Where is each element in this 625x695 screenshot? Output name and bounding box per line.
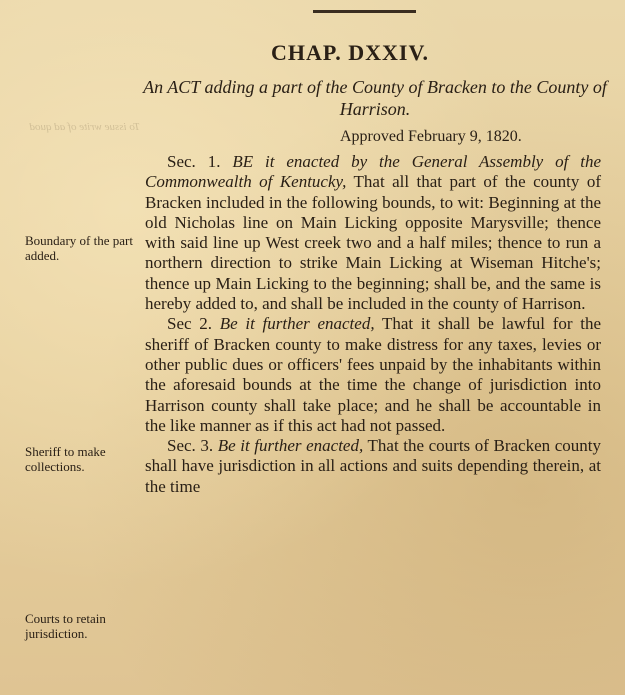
chapter-heading: CHAP. DXXIV. bbox=[270, 40, 430, 65]
act-body bbox=[145, 152, 601, 497]
section-1 bbox=[145, 152, 601, 314]
bleed-through-text: To issue write of ad quod bbox=[29, 121, 140, 133]
margin-note-boundary: Boundary of the part added. bbox=[25, 233, 133, 263]
section-3-text: That the courts of Bracken county shall have jurisdiction in all actions and suits depending therein, at the time bbox=[145, 436, 601, 496]
section-2 bbox=[145, 314, 601, 436]
section-2-enacting-clause: Be it further enacted, bbox=[219, 314, 375, 334]
section-1-label: Sec. 1. bbox=[167, 152, 221, 171]
approval-date: Approved February 9, 1820. bbox=[340, 128, 522, 145]
act-title: An ACT adding a part of the County of Bracken to the County of Harrison. bbox=[143, 77, 607, 119]
section-1-text: That all that part of the county of Bracken included in the following bounds, to wit: Beginning at the old Nicholas line on Main Licking opposite Marysville; thence with said line up West creek two and a half miles; thence to run a northern direction to strike Main Licking at Wiseman Hitche's; thence up Main Licking to the beginning; shall be, and the same is hereby added to, and shall be included in the county of Harrison. bbox=[145, 172, 601, 314]
section-2-text: That it shall be lawful for the sheriff of Bracken county to make distress for any taxes, levies or other public dues or officers' fees unpaid by the inhabitants within the aforesaid bounds at the time the change of jurisdiction into Harrison county shall take place; and he shall be accountable in the like manner as if this act had not passed. bbox=[145, 314, 602, 435]
section-3-label: Sec. 3. bbox=[167, 436, 214, 456]
section-3-enacting-clause: Be it further enacted, bbox=[217, 436, 364, 456]
margin-note-courts: Courts to retain jurisdiction. bbox=[25, 611, 106, 641]
top-rule bbox=[313, 10, 416, 13]
margin-note-sheriff: Sheriff to make collections. bbox=[25, 444, 106, 474]
section-1-enacting-clause: BE it enacted by the General Assembly of the Commonwealth of Kentucky, bbox=[145, 152, 602, 192]
section-2-label: Sec 2. bbox=[167, 314, 213, 334]
section-3 bbox=[145, 436, 601, 497]
